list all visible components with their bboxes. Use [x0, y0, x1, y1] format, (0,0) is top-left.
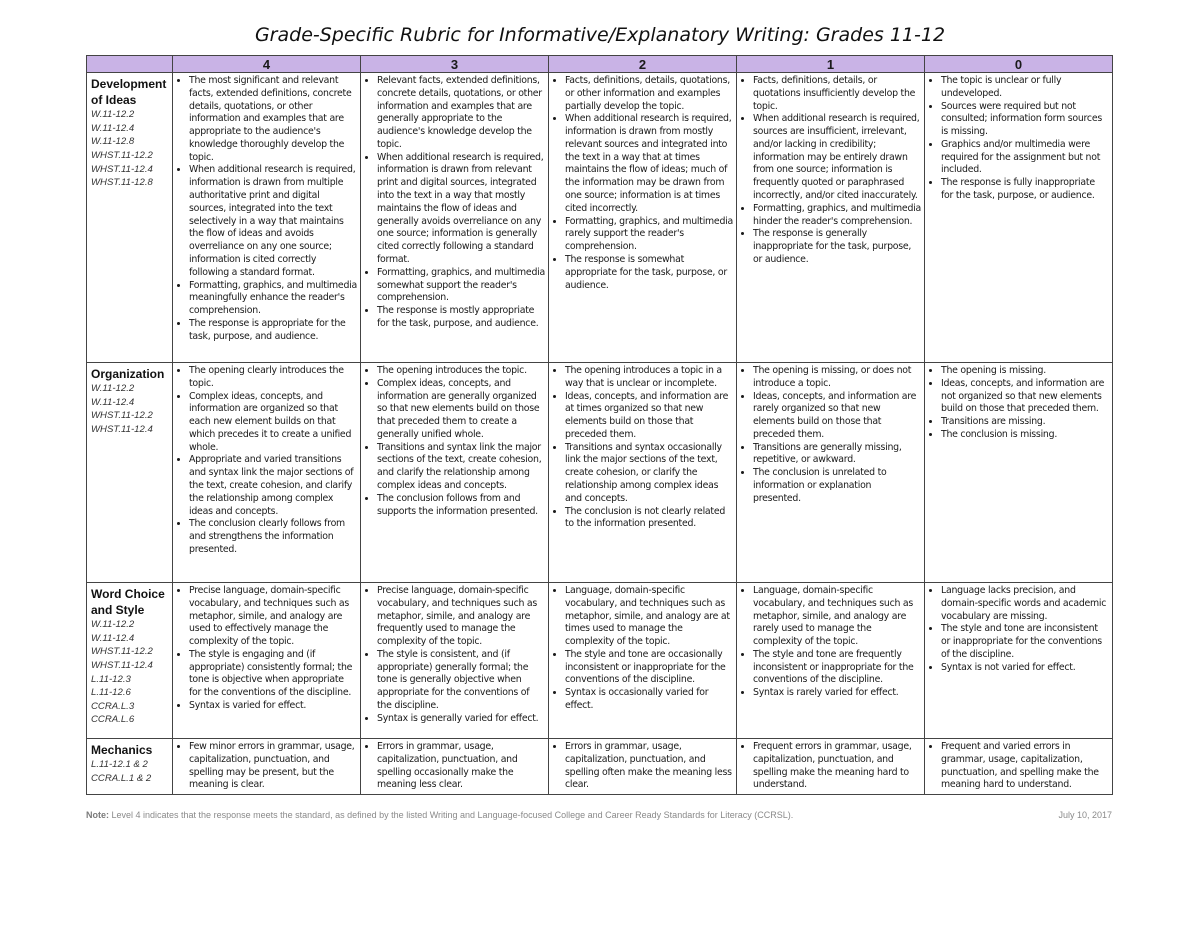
criteria-item: • The style and tone are inconsistent or inappropriate for the conventions of the discipline.: [941, 623, 1109, 661]
criteria-item: • Transitions and syntax occasionally link the major sections of the text, create cohesion, or clarify the relationship among complex ideas and concepts.: [565, 442, 733, 506]
criteria-item: • Language, domain-specific vocabulary, and techniques such as metaphor, simile, and analogy are at times used to manage the complexity of the topic.: [565, 585, 733, 649]
rubric-cell-score-2: [549, 739, 737, 795]
criteria-item: • The response is fully inappropriate for the task, purpose, or audience.: [941, 177, 1109, 203]
criteria-item: • The response is generally inappropriate for the task, purpose, or audience.: [753, 228, 921, 266]
criteria-item: • Formatting, graphics, and multimedia rarely support the reader's comprehension.: [565, 216, 733, 254]
criteria-list: [553, 365, 733, 531]
criteria-list: [365, 75, 545, 331]
criteria-item: • Ideas, concepts, and information are not organized so that new elements build on those that preceded them.: [941, 378, 1109, 416]
criteria-item: • Language lacks precision, and domain-specific words and academic vocabulary are missing.: [941, 585, 1109, 623]
standard-code: W.11-12.2: [91, 383, 135, 395]
note-label: Note:: [86, 810, 109, 820]
category-label: of Ideas: [91, 93, 137, 108]
standard-code: W.11-12.4: [91, 632, 135, 644]
rubric-cell-score-1: [737, 583, 925, 739]
footer-date: July 10, 2017: [1058, 810, 1112, 820]
page-title: Grade-Specific Rubric for Informative/Explanatory Writing: Grades 11-12: [254, 24, 946, 46]
rubric-cell-score-3: [361, 73, 549, 363]
standard-code: W.11-12.8: [91, 136, 135, 148]
rubric-cell-score-3: [361, 739, 549, 795]
rubric-cell-score-4: [173, 73, 361, 363]
criteria-list: [741, 741, 921, 792]
criteria-item: • The opening is missing, or does not introduce a topic.: [753, 365, 921, 391]
criteria-list: [365, 585, 545, 726]
criteria-item: • The style is consistent, and (if appropriate) generally formal; the tone is generally objective when appropriate for the conventions of the discipline.: [377, 649, 545, 713]
rubric-cell-score-0: [925, 583, 1113, 739]
category-label: and Style: [91, 603, 145, 618]
rubric-cell-score-3: [361, 583, 549, 739]
rubric-cell-score-2: [549, 583, 737, 739]
rubric-cell-score-1: [737, 739, 925, 795]
criteria-item: • The response is appropriate for the task, purpose, and audience.: [189, 318, 357, 344]
criteria-list: [741, 365, 921, 506]
standard-code: WHST.11-12.4: [91, 423, 153, 435]
footer-note: [86, 810, 793, 820]
criteria-item: • The conclusion is unrelated to information or explanation presented.: [753, 467, 921, 505]
rubric-cell-score-2: [549, 363, 737, 583]
criteria-item: • The conclusion follows from and supports the information presented.: [377, 493, 545, 519]
standard-code: L.11-12.6: [91, 687, 131, 699]
criteria-list: [553, 741, 733, 792]
rubric-cell-score-2: [549, 73, 737, 363]
criteria-list: [365, 741, 545, 792]
standard-code: W.11-12.2: [91, 109, 135, 121]
criteria-item: • Errors in grammar, usage, capitalization, punctuation, and spelling often make the meaning less clear.: [565, 741, 733, 792]
criteria-item: • Few minor errors in grammar, usage, capitalization, punctuation, and spelling may be present, but the meaning is clear.: [189, 741, 357, 792]
criteria-list: [929, 585, 1109, 674]
criteria-list: [929, 741, 1109, 792]
criteria-item: • The most significant and relevant facts, extended definitions, concrete details, quotations, or other information and examples that are appropriate to the audience's knowledge thoroughly develop the topic.: [189, 75, 357, 164]
criteria-item: • Relevant facts, extended definitions, concrete details, quotations, or other information and examples that are generally appropriate to the audience's knowledge develop the topic.: [377, 75, 545, 152]
criteria-item: • When additional research is required, sources are insufficient, irrelevant, and/or lacking in credibility; information may be entirely drawn from one source; information is frequently quoted or paraphrased incorrectly, and/or cited inaccurately.: [753, 113, 921, 202]
standard-code: L.11-12.3: [91, 673, 131, 685]
criteria-item: • Complex ideas, concepts, and information are generally organized so that new elements build on those that preceded them to create a generally unified whole.: [377, 378, 545, 442]
criteria-item: • Sources were required but not consulted; information form sources is missing.: [941, 101, 1109, 139]
header-corner: [87, 56, 173, 73]
criteria-item: • The style is engaging and (if appropriate) consistently formal; the tone is objective when appropriate for the conventions of the discipline.: [189, 649, 357, 700]
row-header: [87, 363, 173, 583]
criteria-item: • Formatting, graphics, and multimedia meaningfully enhance the reader's comprehension.: [189, 280, 357, 318]
criteria-item: • Syntax is not varied for effect.: [941, 662, 1109, 675]
rubric-cell-score-0: [925, 73, 1113, 363]
score-header-4: 4: [173, 56, 361, 73]
criteria-item: • Syntax is occasionally varied for effect.: [565, 687, 733, 713]
criteria-list: [177, 741, 357, 792]
criteria-list: [177, 365, 357, 557]
criteria-item: • Facts, definitions, details, quotations, or other information and examples partially develop the topic.: [565, 75, 733, 113]
standard-code: WHST.11-12.8: [91, 177, 153, 189]
criteria-item: • Graphics and/or multimedia were required for the assignment but not included.: [941, 139, 1109, 177]
criteria-item: • The response is somewhat appropriate for the task, purpose, or audience.: [565, 254, 733, 292]
rubric-cell-score-0: [925, 363, 1113, 583]
criteria-list: [365, 365, 545, 518]
category-label: Mechanics: [91, 743, 153, 757]
standard-code: W.11-12.4: [91, 122, 135, 134]
row-header: [87, 73, 173, 363]
criteria-item: • Transitions and syntax link the major sections of the text, create cohesion, and clarify the relationship among complex ideas and concepts.: [377, 442, 545, 493]
note-text: Level 4 indicates that the response meets the standard, as defined by the listed Writing and Language-focused College and Career Ready Standards for Literacy (CCRSL).: [109, 810, 794, 820]
row-header: [87, 739, 173, 795]
standard-code: W.11-12.2: [91, 619, 135, 631]
criteria-item: • Syntax is generally varied for effect.: [377, 713, 545, 726]
criteria-item: • When additional research is required, information is drawn from mostly relevant sources and integrated into the text in a way that at times maintains the flow of ideas; much of the information may be drawn from one source; information is at times cited incorrectly.: [565, 113, 733, 215]
criteria-list: [177, 585, 357, 713]
score-header-1: 1: [737, 56, 925, 73]
criteria-list: [553, 75, 733, 292]
category-label: Word Choice: [91, 587, 165, 601]
criteria-list: [553, 585, 733, 713]
rubric-body: [87, 73, 1113, 795]
score-header-2: 2: [549, 56, 737, 73]
criteria-item: • Formatting, graphics, and multimedia hinder the reader's comprehension.: [753, 203, 921, 229]
criteria-item: • Errors in grammar, usage, capitalization, punctuation, and spelling occasionally make the meaning less clear.: [377, 741, 545, 792]
criteria-item: • The style and tone are frequently inconsistent or inappropriate for the conventions of the discipline.: [753, 649, 921, 687]
standard-code: W.11-12.4: [91, 396, 135, 408]
score-header-0: 0: [925, 56, 1113, 73]
rubric-cell-score-1: [737, 73, 925, 363]
criteria-item: • The opening introduces the topic.: [377, 365, 545, 378]
criteria-item: • The opening introduces a topic in a way that is unclear or incomplete.: [565, 365, 733, 391]
standard-code: WHST.11-12.2: [91, 410, 153, 422]
score-header-3: 3: [361, 56, 549, 73]
category-label: Organization: [91, 367, 165, 381]
rubric-cell-score-4: [173, 739, 361, 795]
standard-code: WHST.11-12.2: [91, 646, 153, 658]
criteria-item: • Precise language, domain-specific vocabulary, and techniques such as metaphor, simile, and analogy are frequently used to manage the complexity of the topic.: [377, 585, 545, 649]
criteria-item: • Complex ideas, concepts, and information are organized so that each new element builds on that which precedes it to create a unified whole.: [189, 391, 357, 455]
rubric-cell-score-3: [361, 363, 549, 583]
criteria-item: • Ideas, concepts, and information are rarely organized so that new elements build on those that preceded them.: [753, 391, 921, 442]
criteria-item: • The response is mostly appropriate for the task, purpose, and audience.: [377, 305, 545, 331]
rubric-row-mechanics: [87, 739, 1113, 795]
criteria-item: • Syntax is rarely varied for effect.: [753, 687, 921, 700]
rubric-row-development-of-ideas: [87, 73, 1113, 363]
criteria-list: [177, 75, 357, 343]
rubric-table: [86, 55, 1113, 795]
rubric-row-organization: [87, 363, 1113, 583]
standard-code: CCRA.L.1 & 2: [91, 772, 152, 784]
criteria-list: [929, 365, 1109, 442]
criteria-item: • The style and tone are occasionally inconsistent or inappropriate for the conventions of the discipline.: [565, 649, 733, 687]
criteria-item: • Ideas, concepts, and information are at times organized so that new elements build on those that preceded them.: [565, 391, 733, 442]
standard-code: CCRA.L.6: [91, 714, 135, 726]
criteria-item: • Precise language, domain-specific vocabulary, and techniques such as metaphor, simile, and analogy are used to effectively manage the complexity of the topic.: [189, 585, 357, 649]
criteria-item: • Appropriate and varied transitions and syntax link the major sections of the text, create cohesion, and clarify the relationship among complex ideas and concepts.: [189, 454, 357, 518]
criteria-item: • Syntax is varied for effect.: [189, 700, 357, 713]
standard-code: WHST.11-12.2: [91, 149, 153, 161]
criteria-item: • Transitions are generally missing, repetitive, or awkward.: [753, 442, 921, 468]
row-header: [87, 583, 173, 739]
criteria-item: • The conclusion clearly follows from and strengthens the information presented.: [189, 518, 357, 556]
criteria-item: • When additional research is required, information is drawn from multiple authoritative print and digital sources, integrated into the text selectively in a way that maintains the flow of ideas and avoids overreliance on any one source; information is cited correctly following a standard format.: [189, 164, 357, 279]
criteria-item: • Frequent errors in grammar, usage, capitalization, punctuation, and spelling make the meaning hard to understand.: [753, 741, 921, 792]
header-row: [87, 56, 1113, 73]
rubric-row-word-choice-and-style: [87, 583, 1113, 739]
rubric-cell-score-0: [925, 739, 1113, 795]
standard-code: WHST.11-12.4: [91, 163, 153, 175]
criteria-item: • Facts, definitions, details, or quotations insufficiently develop the topic.: [753, 75, 921, 113]
criteria-item: • Formatting, graphics, and multimedia somewhat support the reader's comprehension.: [377, 267, 545, 305]
rubric-cell-score-4: [173, 583, 361, 739]
criteria-item: • Transitions are missing.: [941, 416, 1109, 429]
criteria-list: [741, 585, 921, 700]
rubric-cell-score-1: [737, 363, 925, 583]
criteria-item: • Frequent and varied errors in grammar, usage, capitalization, punctuation, and spelling make the meaning hard to understand.: [941, 741, 1109, 792]
criteria-item: • When additional research is required, information is drawn from relevant print and digital sources, integrated into the text in a way that mostly maintains the flow of ideas and generally avoids overreliance on any one source; information is generally cited correctly following a standard format.: [377, 152, 545, 267]
criteria-list: [741, 75, 921, 267]
standard-code: WHST.11-12.4: [91, 659, 153, 671]
criteria-item: • The topic is unclear or fully undeveloped.: [941, 75, 1109, 101]
criteria-item: • The opening is missing.: [941, 365, 1109, 378]
criteria-item: • The conclusion is not clearly related to the information presented.: [565, 506, 733, 532]
category-label: Development: [91, 77, 167, 91]
criteria-item: • Language, domain-specific vocabulary, and techniques such as metaphor, simile, and analogy are rarely used to manage the complexity of the topic.: [753, 585, 921, 649]
rubric-cell-score-4: [173, 363, 361, 583]
criteria-list: [929, 75, 1109, 203]
rubric-header: [87, 56, 1113, 73]
criteria-item: • The opening clearly introduces the topic.: [189, 365, 357, 391]
criteria-item: • The conclusion is missing.: [941, 429, 1109, 442]
standard-code: L.11-12.1 & 2: [91, 759, 148, 771]
standard-code: CCRA.L.3: [91, 700, 135, 712]
